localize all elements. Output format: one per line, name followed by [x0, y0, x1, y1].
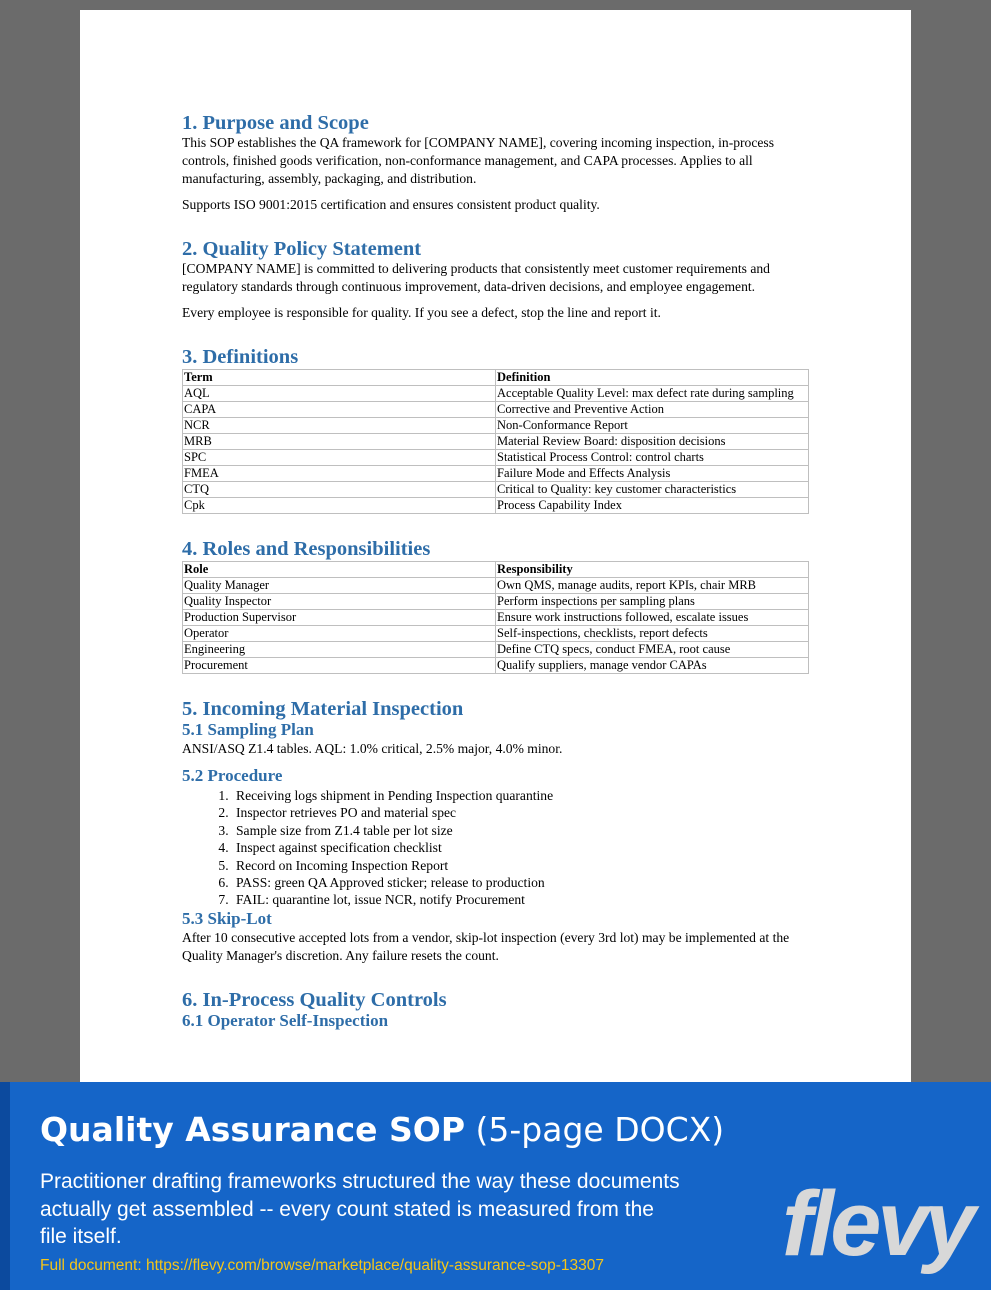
definition-cell: Non-Conformance Report [496, 418, 809, 434]
term-cell: SPC [183, 450, 496, 466]
subsection-procedure [182, 766, 809, 909]
table-row [183, 642, 809, 658]
term-cell: CAPA [183, 402, 496, 418]
banner-title [40, 1110, 724, 1150]
term-cell: CTQ [183, 482, 496, 498]
table-row [183, 610, 809, 626]
definition-cell: Statistical Process Control: control charts [496, 450, 809, 466]
section-definitions [182, 346, 809, 514]
table-row [183, 658, 809, 674]
table-row [183, 482, 809, 498]
banner-title-format: (5-page DOCX) [475, 1110, 725, 1149]
term-cell: AQL [183, 386, 496, 402]
document-page [80, 10, 911, 1082]
list-item: 7. FAIL: quarantine lot, issue NCR, notify Procurement [232, 891, 809, 908]
section-quality-policy [182, 238, 809, 322]
table-header-row [183, 562, 809, 578]
column-header: Definition [496, 370, 809, 386]
definition-cell: Process Capability Index [496, 498, 809, 514]
list-item: 4. Inspect against specification checklist [232, 839, 809, 856]
table-row [183, 450, 809, 466]
procedure-list [182, 787, 809, 909]
term-cell: Cpk [183, 498, 496, 514]
table-row [183, 386, 809, 402]
role-cell: Quality Inspector [183, 594, 496, 610]
paragraph: ANSI/ASQ Z1.4 tables. AQL: 1.0% critical, 2.5% major, 4.0% minor. [182, 741, 563, 756]
role-cell: Quality Manager [183, 578, 496, 594]
paragraph: Every employee is responsible for quality. If you see a defect, stop the line and report it. [182, 305, 661, 320]
list-item: 6. PASS: green QA Approved sticker; release to production [232, 874, 809, 891]
subsection-heading: 5.1 Sampling Plan [182, 720, 314, 739]
paragraph: Supports ISO 9001:2015 certification and ensures consistent product quality. [182, 197, 600, 212]
promo-banner [0, 1082, 991, 1290]
full-document-link[interactable]: Full document: https://flevy.com/browse/marketplace/quality-assurance-sop-13307 [40, 1257, 605, 1274]
definition-cell: Corrective and Preventive Action [496, 402, 809, 418]
section-heading: 2. Quality Policy Statement [182, 238, 422, 260]
role-cell: Operator [183, 626, 496, 642]
section-purpose-scope [182, 112, 809, 214]
section-incoming-inspection [182, 698, 809, 965]
section-heading: 4. Roles and Responsibilities [182, 538, 431, 560]
table-row [183, 578, 809, 594]
term-cell: MRB [183, 434, 496, 450]
list-item: 1. Receiving logs shipment in Pending Inspection quarantine [232, 787, 809, 804]
responsibility-cell: Own QMS, manage audits, report KPIs, chair MRB [496, 578, 809, 594]
section-heading: 6. In-Process Quality Controls [182, 988, 447, 1011]
section-roles [182, 538, 809, 674]
table-row [183, 434, 809, 450]
subsection-heading: 5.3 Skip-Lot [182, 908, 272, 928]
definition-cell: Material Review Board: disposition decisions [496, 434, 809, 450]
table-row [183, 418, 809, 434]
subsection-heading: 5.2 Procedure [182, 766, 283, 785]
responsibility-cell: Self-inspections, checklists, report defects [496, 626, 809, 642]
column-header: Role [183, 562, 496, 578]
column-header: Term [183, 370, 496, 386]
subsection-sampling-plan [182, 720, 809, 758]
definition-cell: Failure Mode and Effects Analysis [496, 466, 809, 482]
definitions-table [182, 369, 809, 514]
table-row [183, 466, 809, 482]
definition-cell: Acceptable Quality Level: max defect rate during sampling [496, 386, 809, 402]
table-row [183, 594, 809, 610]
list-item: 2. Inspector retrieves PO and material spec [232, 804, 809, 821]
subsection-heading: 6.1 Operator Self-Inspection [182, 1010, 389, 1030]
table-row [183, 626, 809, 642]
responsibility-cell: Qualify suppliers, manage vendor CAPAs [496, 658, 809, 674]
paragraph: After 10 consecutive accepted lots from a vendor, skip-lot inspection (every 3rd lot) may be implemented at the Quality Manager's discretion. Any failure resets the count. [182, 929, 790, 963]
paragraph: This SOP establishes the QA framework for [COMPANY NAME], covering incoming inspection, in-process controls, finished goods verification, non-conformance management, and CAPA processes. Applies to all manufacturing, assembly, packaging, and distribution. [182, 135, 775, 186]
table-row [183, 402, 809, 418]
section-in-process-controls [182, 989, 809, 1031]
term-cell: NCR [183, 418, 496, 434]
roles-table [182, 561, 809, 674]
responsibility-cell: Perform inspections per sampling plans [496, 594, 809, 610]
term-cell: FMEA [183, 466, 496, 482]
column-header: Responsibility [496, 562, 809, 578]
paragraph: [COMPANY NAME] is committed to delivering products that consistently meet customer requirements and regulatory standards through continuous improvement, data-driven decisions, and employee engagement. [182, 261, 770, 294]
banner-title-main: Quality Assurance SOP [40, 1110, 466, 1149]
list-item: 3. Sample size from Z1.4 table per lot size [232, 822, 809, 839]
flevy-logo: flevy [782, 1173, 972, 1275]
responsibility-cell: Ensure work instructions followed, escalate issues [496, 610, 809, 626]
definition-cell: Critical to Quality: key customer characteristics [496, 482, 809, 498]
table-row [183, 498, 809, 514]
table-header-row [183, 370, 809, 386]
section-heading: 1. Purpose and Scope [182, 112, 369, 134]
list-item: 5. Record on Incoming Inspection Report [232, 857, 809, 874]
subsection-skip-lot [182, 909, 809, 965]
role-cell: Production Supervisor [183, 610, 496, 626]
document-content [182, 112, 809, 1031]
section-heading: 5. Incoming Material Inspection [182, 698, 464, 720]
role-cell: Engineering [183, 642, 496, 658]
role-cell: Procurement [183, 658, 496, 674]
banner-description: Practitioner drafting frameworks structured the way these documents actually get assembled -- every count stated is measured from the file itself. [40, 1170, 680, 1248]
section-heading: 3. Definitions [182, 346, 299, 368]
responsibility-cell: Define CTQ specs, conduct FMEA, root cause [496, 642, 809, 658]
